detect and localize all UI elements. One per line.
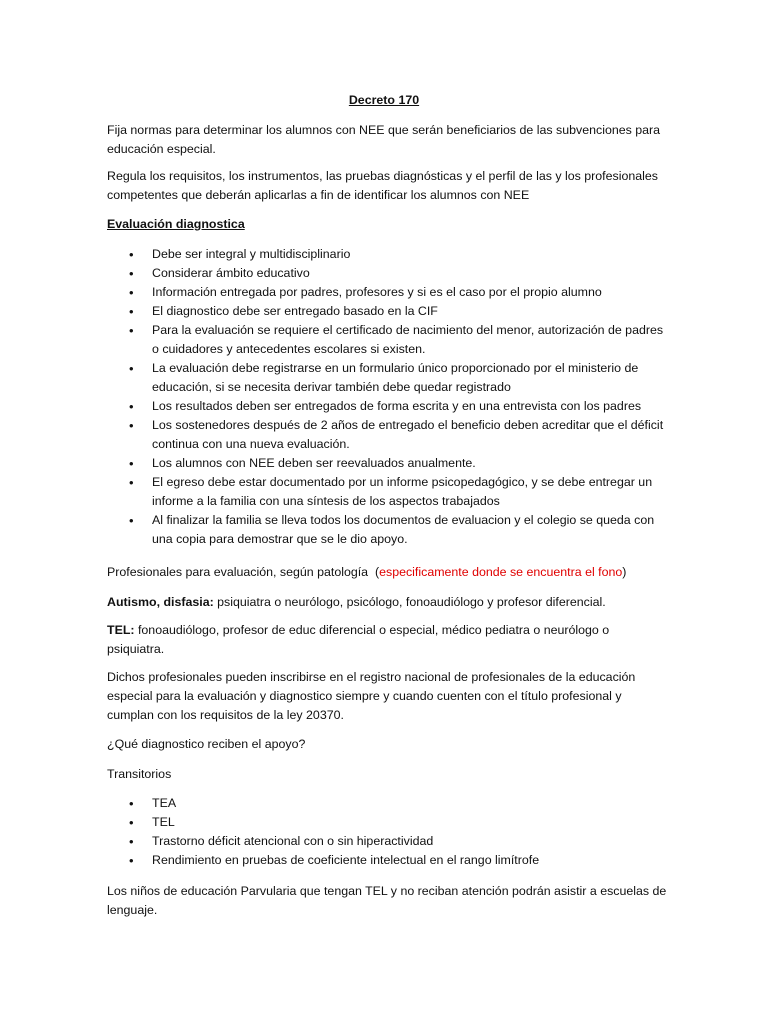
tel-label: TEL: xyxy=(107,623,135,637)
intro-paragraph-2: Regula los requisitos, los instrumentos, las pruebas diagnósticas y el perfil de las y los profesionales competentes que deberán aplicarlas a fin de identificar los alumnos con NEE xyxy=(107,169,658,202)
list-item: • Información entregada por padres, profesores y si es el caso por el propio alumno xyxy=(107,283,667,302)
list-item: • La evaluación debe registrarse en un formulario único proporcionado por el ministerio de educación, si se necesita derivar también debe quedar registrado xyxy=(107,359,667,397)
paren-open: ( xyxy=(374,565,380,579)
document-title: Decreto 170 xyxy=(348,93,420,107)
transitorios-label: Transitorios xyxy=(107,767,172,781)
evaluacion-list xyxy=(107,245,667,549)
question-paragraph: ¿Qué diagnostico reciben el apoyo? xyxy=(107,737,306,751)
tel-text: fonoaudiólogo, profesor de educ diferencial o especial, médico pediatra o neurólogo o psiquiatra. xyxy=(107,623,610,656)
evaluacion-heading: Evaluación diagnostica xyxy=(107,217,245,231)
highlight-note: especificamente donde se encuentra el fono xyxy=(379,565,623,579)
list-item: • TEA xyxy=(107,794,667,813)
list-item: • Rendimiento en pruebas de coeficiente intelectual en el rango limítrofe xyxy=(107,851,667,870)
list-item: • Al finalizar la familia se lleva todos los documentos de evaluacion y el colegio se queda con una copia para demostrar que se le dio apoyo. xyxy=(107,511,667,549)
list-item: • Los sostenedores después de 2 años de entregado el beneficio deben acreditar que el déficit continua con una nueva evaluación. xyxy=(107,416,667,454)
list-item: • Trastorno déficit atencional con o sin hiperactividad xyxy=(107,832,667,851)
profesionales-text: Profesionales para evaluación, según patología xyxy=(107,565,369,579)
tel-paragraph xyxy=(107,621,667,659)
list-item: • Considerar ámbito educativo xyxy=(107,264,667,283)
registro-paragraph: Dichos profesionales pueden inscribirse en el registro nacional de profesionales de la educación especial para la evaluación y diagnostico siempre y cuando cuenten con el título profesional y cumplan con los requisitos de la ley 20370. xyxy=(107,670,636,722)
list-item: • Los resultados deben ser entregados de forma escrita y en una entrevista con los padres xyxy=(107,397,667,416)
list-item: • El egreso debe estar documentado por un informe psicopedagógico, y se debe entregar un informe a la familia con una síntesis de los aspectos trabajados xyxy=(107,473,667,511)
profesionales-paragraph xyxy=(107,563,667,582)
intro-paragraph-1: Fija normas para determinar los alumnos con NEE que serán beneficiarios de las subvenciones para educación especial. xyxy=(107,123,661,156)
autismo-text: psiquiatra o neurólogo, psicólogo, fonoaudiólogo y profesor diferencial. xyxy=(213,595,606,609)
autismo-label: Autismo, disfasia: xyxy=(107,595,214,609)
paren-close: ) xyxy=(622,565,627,579)
list-item: • TEL xyxy=(107,813,667,832)
list-item: • Para la evaluación se requiere el certificado de nacimiento del menor, autorización de padres o cuidadores y antecedentes escolares si existen. xyxy=(107,321,667,359)
closing-paragraph: Los niños de educación Parvularia que tengan TEL y no reciban atención podrán asistir a escuelas de lenguaje. xyxy=(107,884,667,917)
autismo-paragraph xyxy=(107,593,667,612)
list-item: • Los alumnos con NEE deben ser reevaluados anualmente. xyxy=(107,454,667,473)
list-item: • Debe ser integral y multidisciplinario xyxy=(107,245,667,264)
list-item: • El diagnostico debe ser entregado basado en la CIF xyxy=(107,302,667,321)
transitorios-list xyxy=(107,794,667,870)
